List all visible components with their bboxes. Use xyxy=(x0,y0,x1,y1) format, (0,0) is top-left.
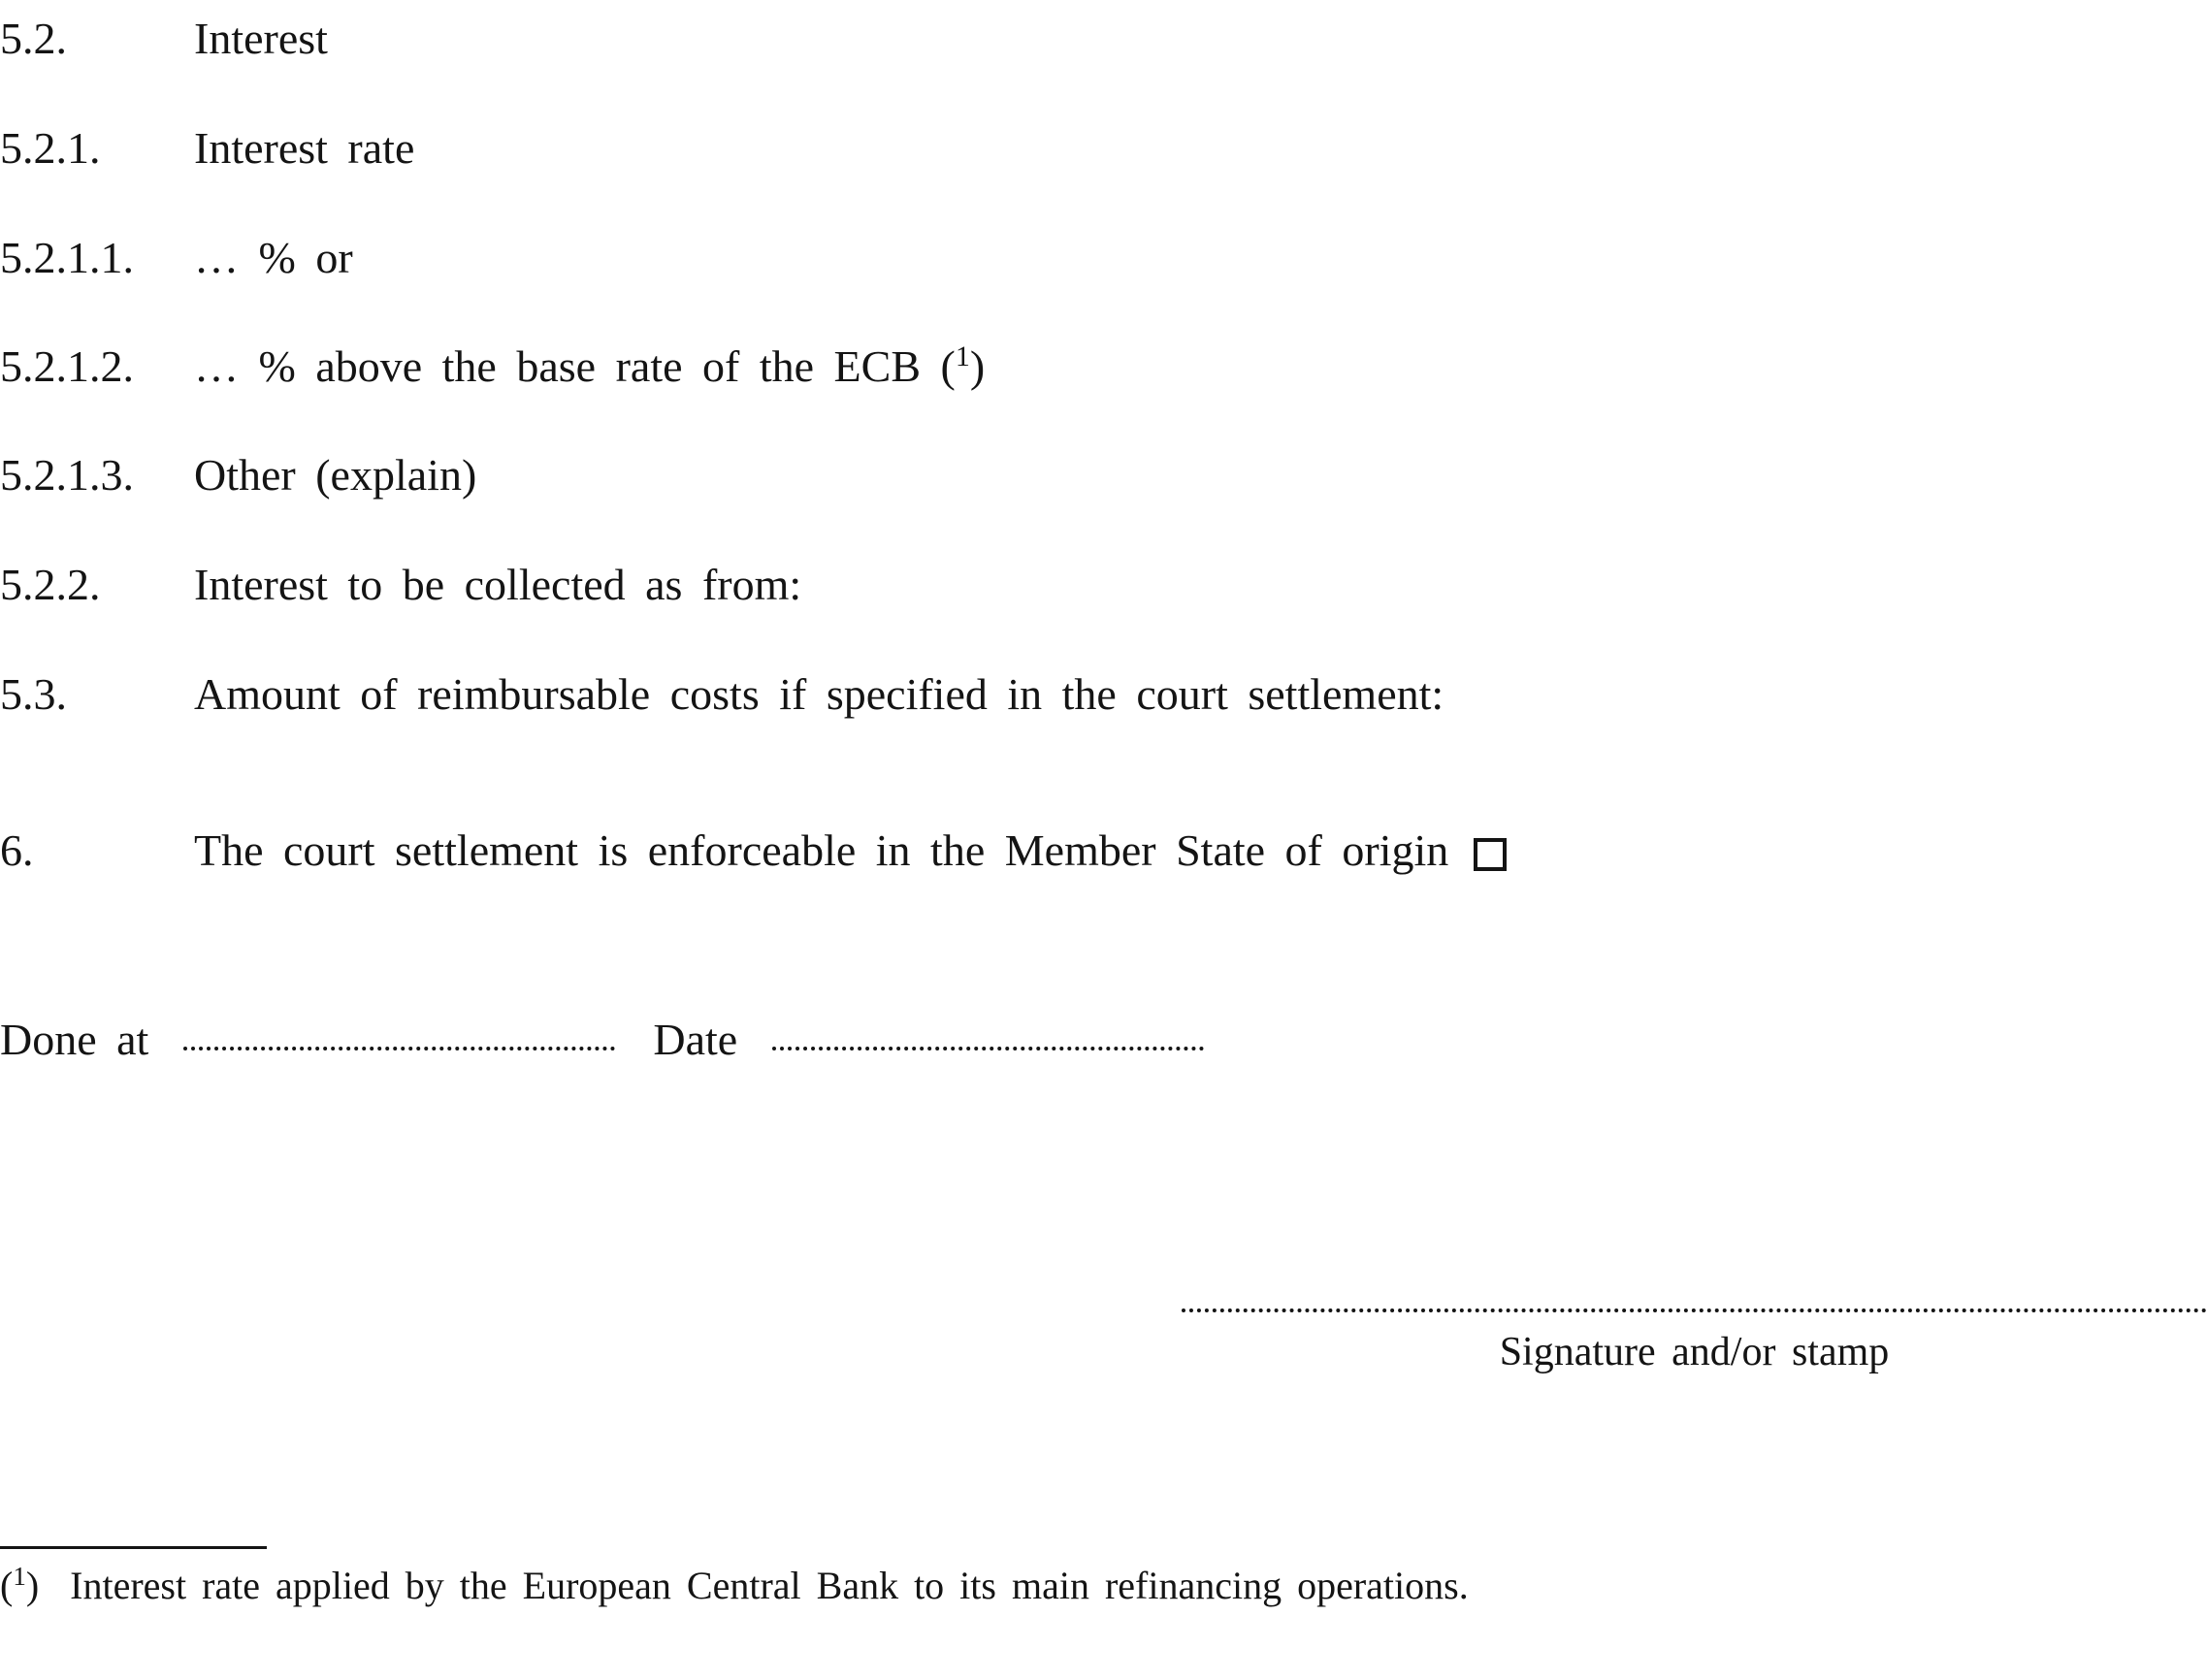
section-text: Other (explain) xyxy=(194,450,477,500)
enforceable-checkbox[interactable] xyxy=(1474,838,1507,871)
done-at-field[interactable] xyxy=(183,1047,615,1050)
footnote-reference: 1 xyxy=(955,340,970,372)
footnote-marker: 1 xyxy=(13,1562,26,1591)
signature-caption: Signature and/or stamp xyxy=(1499,1330,1890,1374)
date-label: Date xyxy=(653,1015,738,1064)
section-heading: Interest rate xyxy=(194,123,415,173)
done-at-label: Done at xyxy=(0,1015,149,1064)
section-text-wrap: … % above the base rate of the ECB ($^1$) xyxy=(194,340,986,391)
section-heading: Interest xyxy=(194,14,328,63)
footnote-text: Interest rate applied by the European Central Bank to its main refinancing operations. xyxy=(70,1564,1469,1607)
section-text: Interest to be collected as from: xyxy=(194,560,802,609)
date-field[interactable] xyxy=(772,1047,1204,1050)
footnote-divider xyxy=(0,1546,267,1549)
signoff-row xyxy=(0,1013,1204,1067)
section-number: 5.2.2. xyxy=(0,560,101,609)
section-number: 5.2. xyxy=(0,14,67,63)
section-text: The court settlement is enforceable in the Member State of origin xyxy=(194,825,1449,875)
section-number: 5.2.1.2. xyxy=(0,341,134,391)
section-number: 5.3. xyxy=(0,669,67,719)
section-number: 6. xyxy=(0,825,34,875)
section-text: Amount of reimbursable costs if specified in the court settlement: xyxy=(194,669,1444,719)
section-number: 5.2.1. xyxy=(0,123,101,173)
section-number: 5.2.1.3. xyxy=(0,450,134,500)
section-number: 5.2.1.1. xyxy=(0,233,134,282)
signature-field[interactable] xyxy=(1182,1308,2207,1312)
section-text: … % above the base rate of the ECB xyxy=(194,341,921,391)
footnote: ($^1$) Interest rate applied by the European Central Bank to its main refinancing operations. xyxy=(0,1562,1469,1607)
section-text: … % or xyxy=(194,233,353,282)
section-text-wrap xyxy=(194,824,1507,878)
